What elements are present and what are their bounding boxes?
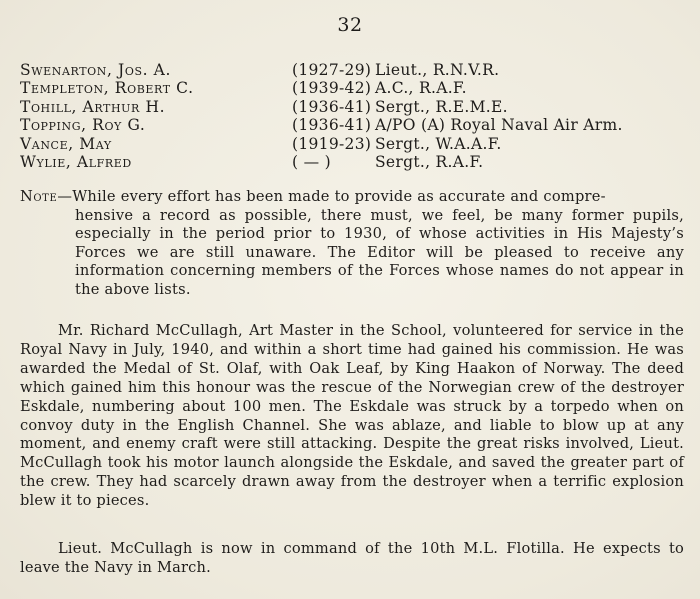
forces-roster	[20, 61, 690, 171]
roster-rank: A/PO (A) Royal Naval Air Arm.	[375, 116, 623, 135]
roster-rank: A.C., R.A.F.	[375, 79, 467, 98]
roster-row	[20, 79, 690, 97]
note-first-line	[20, 188, 684, 207]
roster-row	[20, 61, 690, 79]
mccullagh-paragraph: Mr. Richard McCullagh, Art Master in the School, volunteered for service in the Royal Navy in July, 1940, and within a short time had gained his commission. He was awarded the Medal of St. Olaf, with Oak Leaf, by King Haakon of Norway. The deed which gained him this honour was the rescue of the Norwegian crew of the destroyer Eskdale, numbering about 100 men. The Eskdale was struck by a torpedo when on convoy duty in the English Channel. She was ablaze, and liable to blow up at any moment, and enemy craft were still attacking. Despite the great risks involved, Lieut. McCullagh took his motor launch alongside the Eskdale, and saved the greater part of the crew. They had scarcely drawn away from the destroyer when a terrific explosion blew it to pieces.	[20, 322, 684, 510]
roster-years: (1919-23)	[292, 134, 372, 153]
roster-rank: Lieut., R.N.V.R.	[375, 61, 500, 79]
roster-years: (1939-42)	[292, 79, 372, 98]
roster-row	[20, 135, 690, 153]
note-body: hensive a record as possible, there must, we feel, be many former pupils, especially in the period prior to 1930, of whose activities in His Majesty’s Forces we are still unaware. The Editor will be pleased to receive any information concerning members of the Forces whose names do not appear in the above lists.	[75, 206, 684, 298]
note-label: Note	[20, 188, 58, 205]
roster-rank: Sergt., R.E.M.E.	[375, 97, 508, 116]
roster-years: (1927-29)	[292, 61, 372, 79]
roster-rank: Sergt., R.A.F.	[375, 152, 484, 171]
roster-rank: Sergt., W.A.A.F.	[375, 134, 502, 153]
roster-name: Topping, Roy G.	[20, 116, 146, 135]
flotilla-paragraph: Lieut. McCullagh is now in command of the 10th M.L. Flotilla. He expects to leave the Navy in March.	[20, 540, 684, 576]
roster-row	[20, 98, 690, 116]
roster-row	[20, 153, 690, 171]
roster-years: (1936-41)	[292, 116, 372, 135]
roster-years: (1936-41)	[292, 97, 372, 116]
editor-note	[20, 188, 684, 300]
roster-row	[20, 116, 690, 134]
roster-name: Templeton, Robert C.	[20, 79, 194, 98]
page-number: 32	[337, 14, 363, 36]
roster-name: Tohill, Arthur H.	[20, 97, 166, 116]
roster-name: Swenarton, Jos. A.	[20, 61, 171, 79]
roster-name: Vance, May	[20, 134, 112, 153]
roster-name: Wylie, Alfred	[20, 152, 132, 171]
roster-years: ( — )	[292, 152, 331, 171]
note-first-line-text: —While every effort has been made to provide as accurate and compre-	[57, 188, 606, 205]
